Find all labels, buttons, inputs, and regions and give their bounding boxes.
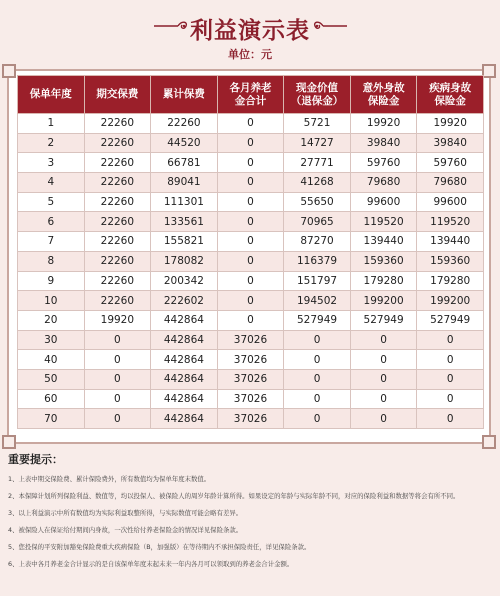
- table-cell: 155821: [151, 232, 218, 252]
- table-cell: 66781: [151, 153, 218, 173]
- table-cell: 4: [18, 173, 85, 193]
- table-row: [18, 409, 484, 429]
- table-cell: 0: [350, 350, 417, 370]
- table-cell: 5: [18, 192, 85, 212]
- table-cell: 0: [84, 369, 151, 389]
- table-cell: 0: [284, 389, 351, 409]
- table-cell: 2: [18, 133, 85, 153]
- frame-corner: [2, 64, 16, 78]
- table-cell: 0: [217, 232, 284, 252]
- table-cell: 37026: [217, 369, 284, 389]
- table-cell: 70: [18, 409, 85, 429]
- notes-title: 重要提示：: [8, 453, 63, 466]
- table-cell: 0: [217, 153, 284, 173]
- table-cell: 119520: [350, 212, 417, 232]
- table-cell: 111301: [151, 192, 218, 212]
- notes-section: [8, 451, 494, 573]
- table-cell: 22260: [151, 114, 218, 134]
- table-cell: 116379: [284, 251, 351, 271]
- table-cell: 222602: [151, 291, 218, 311]
- table-cell: 151797: [284, 271, 351, 291]
- table-cell: 442864: [151, 310, 218, 330]
- table-cell: 0: [84, 389, 151, 409]
- table-cell: 0: [217, 114, 284, 134]
- table-cell: 30: [18, 330, 85, 350]
- table-row: [18, 212, 484, 232]
- table-cell: 139440: [417, 232, 484, 252]
- table-cell: 37026: [217, 330, 284, 350]
- table-row: [18, 173, 484, 193]
- note-item: 1、上表中期交保险费、累计保险费外，所有数值均为保单年度末数值。: [8, 475, 211, 483]
- table-cell: 6: [18, 212, 85, 232]
- table-cell: 59760: [417, 153, 484, 173]
- table-cell: 0: [350, 409, 417, 429]
- table-cell: 0: [350, 330, 417, 350]
- table-frame: [7, 69, 491, 444]
- table-cell: 37026: [217, 389, 284, 409]
- table-cell: 0: [284, 409, 351, 429]
- frame-corner: [2, 435, 16, 449]
- table-cell: 20: [18, 310, 85, 330]
- table-cell: 442864: [151, 409, 218, 429]
- table-cell: 0: [217, 192, 284, 212]
- table-cell: 39840: [417, 133, 484, 153]
- table-cell: 0: [417, 350, 484, 370]
- page-title: 利益演示表: [190, 18, 310, 44]
- table-cell: 19920: [417, 114, 484, 134]
- table-cell: 178082: [151, 251, 218, 271]
- table-cell: 39840: [350, 133, 417, 153]
- table-cell: 27771: [284, 153, 351, 173]
- table-cell: 0: [217, 271, 284, 291]
- column-header: 保单年度: [18, 76, 85, 114]
- table-cell: 200342: [151, 271, 218, 291]
- table-cell: 50: [18, 369, 85, 389]
- table-cell: 442864: [151, 330, 218, 350]
- table-cell: 44520: [151, 133, 218, 153]
- table-cell: 99600: [350, 192, 417, 212]
- table-cell: 22260: [84, 133, 151, 153]
- unit-label: 单位：元: [228, 48, 272, 61]
- note-item: 3、以上利益演示中所有数值均为实际利益取整所得，与实际数值可能会略有差异。: [8, 509, 243, 517]
- table-cell: 179280: [350, 271, 417, 291]
- table-cell: 442864: [151, 369, 218, 389]
- table-cell: 55650: [284, 192, 351, 212]
- frame-corner: [482, 64, 496, 78]
- table-cell: 199200: [350, 291, 417, 311]
- benefit-table: [17, 75, 484, 429]
- table-cell: 527949: [350, 310, 417, 330]
- table-cell: 0: [84, 350, 151, 370]
- table-row: [18, 389, 484, 409]
- table-cell: 0: [217, 291, 284, 311]
- table-cell: 0: [417, 330, 484, 350]
- right-ornament-icon: [311, 20, 347, 32]
- table-cell: 10: [18, 291, 85, 311]
- table-cell: 41268: [284, 173, 351, 193]
- table-cell: 19920: [84, 310, 151, 330]
- table-cell: 0: [84, 330, 151, 350]
- table-cell: 194502: [284, 291, 351, 311]
- notes-list: [8, 471, 494, 573]
- table-cell: 22260: [84, 291, 151, 311]
- column-header: 意外身故 保险金: [350, 76, 417, 114]
- table-cell: 527949: [417, 310, 484, 330]
- table-cell: 99600: [417, 192, 484, 212]
- table-cell: 0: [417, 389, 484, 409]
- frame-corner: [482, 435, 496, 449]
- column-header: 期交保费: [84, 76, 151, 114]
- table-cell: 70965: [284, 212, 351, 232]
- table-cell: 87270: [284, 232, 351, 252]
- table-cell: 22260: [84, 212, 151, 232]
- table-cell: 22260: [84, 173, 151, 193]
- table-row: [18, 133, 484, 153]
- table-cell: 89041: [151, 173, 218, 193]
- table-cell: 0: [217, 173, 284, 193]
- table-row: [18, 114, 484, 134]
- table-cell: 199200: [417, 291, 484, 311]
- table-cell: 60: [18, 389, 85, 409]
- table-cell: 37026: [217, 350, 284, 370]
- table-cell: 159360: [417, 251, 484, 271]
- table-cell: 22260: [84, 153, 151, 173]
- table-row: [18, 310, 484, 330]
- table-cell: 3: [18, 153, 85, 173]
- table-row: [18, 350, 484, 370]
- column-header: 累计保费: [151, 76, 218, 114]
- table-cell: 5721: [284, 114, 351, 134]
- table-cell: 0: [284, 369, 351, 389]
- table-cell: 0: [217, 310, 284, 330]
- table-cell: 0: [350, 369, 417, 389]
- table-row: [18, 271, 484, 291]
- table-cell: 22260: [84, 232, 151, 252]
- table-row: [18, 153, 484, 173]
- table-cell: 0: [417, 409, 484, 429]
- column-header: 疾病身故 保险金: [417, 76, 484, 114]
- column-header: 各月养老 金合计: [217, 76, 284, 114]
- header: [0, 0, 500, 66]
- table-row: [18, 330, 484, 350]
- note-item: 6、上表中各月养老金合计显示的是自该保单年度末起未来一年内各月可以领取到的养老金合计金额。: [8, 560, 294, 568]
- table-cell: 0: [417, 369, 484, 389]
- table-cell: 7: [18, 232, 85, 252]
- note-item: 2、本保障计划所列保险利益、数值等，均以投保人、被保险人的周岁年龄计算所得。如果设定的年龄与实际年龄不同，对应的保险利益和数据等将会有所不同。: [8, 492, 460, 500]
- note-item: 4、被保险人在保证给付期间内身故，一次性给付养老保险金的情况详见保险条款。: [8, 526, 243, 534]
- table-cell: 37026: [217, 409, 284, 429]
- column-header: 现金价值 （退保金）: [284, 76, 351, 114]
- table-cell: 22260: [84, 251, 151, 271]
- table-cell: 79680: [417, 173, 484, 193]
- note-item: 5、您投保的平安附加豁免保险费重大疾病保险（B，加强版）在等待期内不承担保险责任，详见保险条款。: [8, 543, 311, 551]
- table-cell: 22260: [84, 271, 151, 291]
- table-cell: 527949: [284, 310, 351, 330]
- table-row: [18, 192, 484, 212]
- table-body: [18, 114, 484, 429]
- table-cell: 1: [18, 114, 85, 134]
- table-cell: 442864: [151, 350, 218, 370]
- table-cell: 9: [18, 271, 85, 291]
- table-cell: 0: [284, 350, 351, 370]
- table-cell: 0: [217, 251, 284, 271]
- table-row: [18, 232, 484, 252]
- table-cell: 0: [284, 330, 351, 350]
- table-row: [18, 369, 484, 389]
- table-cell: 179280: [417, 271, 484, 291]
- table-header-row: [18, 76, 484, 114]
- table-cell: 22260: [84, 114, 151, 134]
- table-cell: 79680: [350, 173, 417, 193]
- table-cell: 119520: [417, 212, 484, 232]
- table-cell: 139440: [350, 232, 417, 252]
- table-cell: 19920: [350, 114, 417, 134]
- table-cell: 40: [18, 350, 85, 370]
- table-row: [18, 291, 484, 311]
- table-cell: 59760: [350, 153, 417, 173]
- table-row: [18, 251, 484, 271]
- table-cell: 442864: [151, 389, 218, 409]
- table-cell: 133561: [151, 212, 218, 232]
- table-cell: 14727: [284, 133, 351, 153]
- table-cell: 8: [18, 251, 85, 271]
- table-cell: 0: [84, 409, 151, 429]
- table-cell: 22260: [84, 192, 151, 212]
- table-cell: 0: [217, 133, 284, 153]
- table-cell: 0: [217, 212, 284, 232]
- table-cell: 0: [350, 389, 417, 409]
- table-cell: 159360: [350, 251, 417, 271]
